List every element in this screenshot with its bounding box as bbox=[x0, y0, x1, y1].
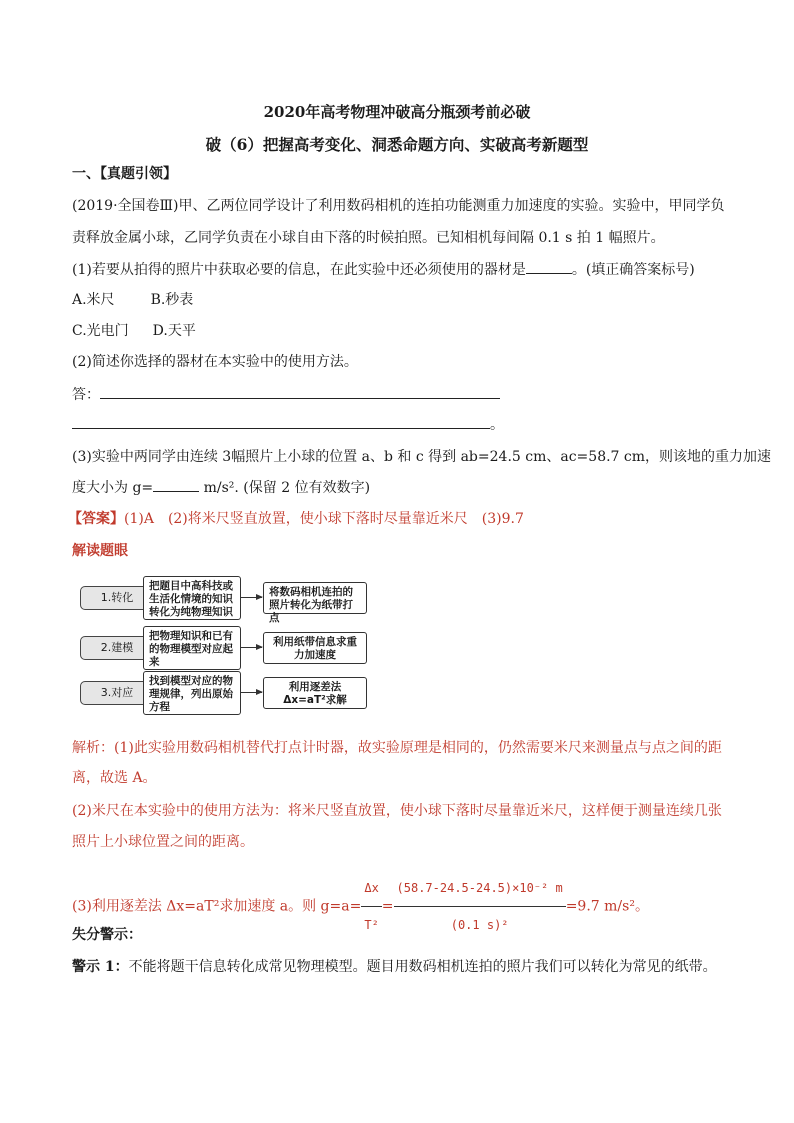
answer-line bbox=[68, 509, 524, 529]
answer-end: 。 bbox=[490, 417, 504, 433]
answer-text: (1)A (2)将米尺竖直放置，使小球下落时尽量靠近米尺 (3)9.7 bbox=[124, 511, 524, 527]
arrow-icon bbox=[241, 647, 262, 648]
flow-box-step1-result: 将数码相机连拍的照片转化为纸带打点 bbox=[263, 582, 367, 614]
question-2: (2)简述你选择的器材在本实验中的使用方法。 bbox=[72, 354, 358, 370]
question-1-text: (1)若要从拍得的照片中获取必要的信息，在此实验中还必须使用的器材是 bbox=[72, 262, 526, 278]
warning-heading: 失分警示： bbox=[72, 927, 142, 943]
options-row-1 bbox=[72, 290, 193, 310]
question-3-prefix: 度大小为 g= bbox=[72, 480, 154, 496]
question-3-line2 bbox=[72, 478, 370, 498]
analysis-p3-result: =9.7 m/s²。 bbox=[565, 898, 649, 915]
fraction-calculation: $\frac{\text{(58.7-24.5-24.5)×10⁻² m}}{\text{(0.1 s)²}}$ bbox=[394, 870, 566, 943]
section-heading: 一、【真题引领】 bbox=[72, 166, 177, 182]
flow-step-label: 2.建模 bbox=[80, 636, 154, 660]
flow-step-label: 1.转化 bbox=[80, 586, 154, 610]
flow-box-step2-result: 利用纸带信息求重力加速度 bbox=[263, 632, 367, 664]
analysis-p1-line2: 离，故选 A。 bbox=[72, 770, 157, 786]
answer-blank-2 bbox=[100, 398, 500, 399]
options-row-2 bbox=[72, 321, 196, 341]
warning-1 bbox=[72, 957, 717, 977]
question-3-line1: (3)实验中两同学由连续 3幅照片上小球的位置 a、b 和 c 得到 ab=24.5 cm、ac=58.7 cm，则该地的重力加速 bbox=[72, 449, 772, 465]
answer-label: 【答案】 bbox=[68, 511, 124, 527]
analysis-p3 bbox=[72, 870, 649, 943]
option-c: C.光电门 bbox=[72, 323, 129, 339]
reading-heading: 解读题眼 bbox=[72, 543, 128, 559]
answer-blank-1 bbox=[526, 273, 572, 274]
answer-line-1 bbox=[72, 385, 500, 405]
answer-label: 答： bbox=[72, 387, 100, 403]
fraction-delta-x: $\frac{\Delta x}{\text{T²}}$ bbox=[361, 870, 381, 943]
question-1-suffix: 。(填正确答案标号) bbox=[571, 262, 695, 278]
warning-1-text: 不能将题干信息转化成常见物理模型。题目用数码相机连拍的照片我们可以转化为常见的纸带。 bbox=[128, 959, 717, 975]
analysis-p1-line1: 解析：(1)此实验用数码相机替代打点计时器，故实验原理是相同的，仍然需要米尺来测量点与点之间的距 bbox=[72, 740, 722, 756]
analysis-p3-prefix: (3)利用逐差法 Δx=aT²求加速度 a。则 g=a= bbox=[72, 898, 362, 915]
flow-box-step2-desc: 把物理知识和已有的物理模型对应起来 bbox=[143, 626, 241, 670]
flow-step-label: 3.对应 bbox=[80, 681, 154, 705]
arrow-icon bbox=[241, 692, 262, 693]
answer-line-2 bbox=[72, 415, 504, 435]
equals-sign: = bbox=[381, 898, 394, 915]
option-b: B.秒表 bbox=[150, 292, 194, 308]
question-intro-line2: 责释放金属小球，乙同学负责在小球自由下落的时候拍照。已知相机每间隔 0.1 s 拍 1 幅照片。 bbox=[72, 230, 665, 246]
flow-box-step3-result: 利用逐差法Δx=aT²求解 bbox=[263, 677, 367, 709]
analysis-p2-line2: 照片上小球位置之间的距离。 bbox=[72, 834, 254, 850]
question-3-suffix: m/s². (保留 2 位有效数字) bbox=[199, 480, 371, 496]
analysis-p2-line1: (2)米尺在本实验中的使用方法为：将米尺竖直放置，使小球下落时尽量靠近米尺，这样便于测量连续几张 bbox=[72, 803, 722, 819]
flow-box-step1-desc: 把题目中高科技或生活化情境的知识转化为纯物理知识 bbox=[143, 576, 241, 620]
option-a: A.米尺 bbox=[72, 292, 115, 308]
option-d: D.天平 bbox=[152, 323, 196, 339]
question-intro-line1: (2019·全国卷Ⅲ)甲、乙两位同学设计了利用数码相机的连拍功能测重力加速度的实验。实验中，甲同学负 bbox=[72, 198, 725, 214]
arrow-icon bbox=[241, 597, 262, 598]
warning-1-label: 警示 1： bbox=[72, 959, 129, 975]
page-subtitle: 破（6）把握高考变化、洞悉命题方向、实破高考新题型 bbox=[205, 135, 589, 154]
answer-blank-4 bbox=[153, 491, 199, 492]
flow-box-step3-desc: 找到模型对应的物理规律，列出原始方程 bbox=[143, 671, 241, 715]
page-title: 2020年高考物理冲破高分瓶颈考前必破 bbox=[263, 103, 531, 121]
question-1 bbox=[72, 260, 695, 280]
answer-blank-3 bbox=[72, 428, 490, 429]
